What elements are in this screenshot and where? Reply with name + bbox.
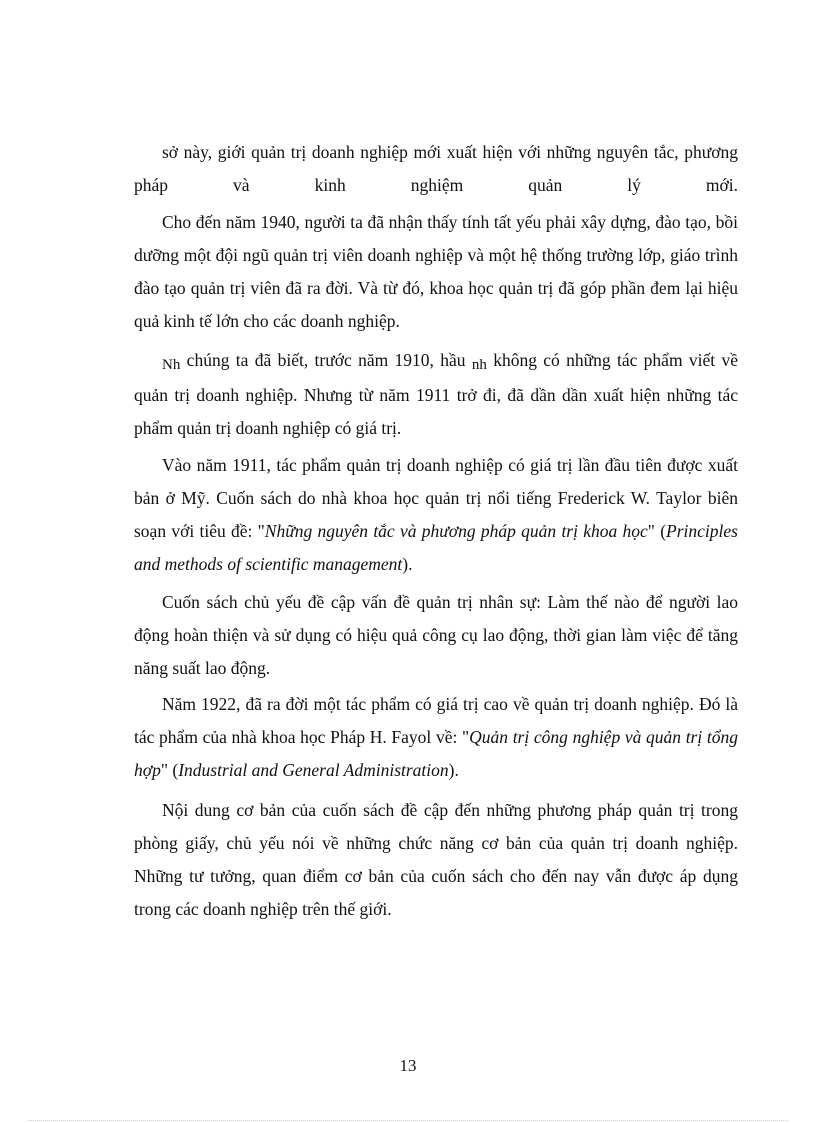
paragraph-6-text-post: ). [448, 760, 459, 780]
paragraph-2: Cho đến năm 1940, người ta đã nhận thấy tính tất yếu phải xây dựng, đào tạo, bồi dưỡng một đội ngũ quản trị viên doanh nghiệp và một hệ thống trường lớp, giáo trình đào tạo quản trị viên đã ra đời. Và từ đó, khoa học quản trị đã góp phần đem lại hiệu quả kinh tế lớn cho các doanh nghiệp. [134, 212, 738, 331]
paragraph-3 [134, 344, 738, 445]
paragraph-4-text-mid: " ( [647, 521, 667, 541]
book-title-en: Industrial and General Administration [178, 760, 449, 780]
book-title-vi: Những nguyên tắc và phương pháp quản trị khoa học [264, 521, 648, 541]
paragraph-4 [134, 449, 738, 581]
glitch-fragment-2: nh [471, 357, 487, 373]
page-bottom-divider [28, 1120, 788, 1121]
paragraph-1: sở này, giới quản trị doanh nghiệp mới xuất hiện với những nguyên tắc, phương pháp và kinh nghiệm quản lý mới. [134, 142, 738, 195]
paragraph-3-text-a: chúng ta đã biết, trước năm 1910, hầu [180, 350, 472, 370]
paragraph-3-text-b: không có những tác phẩm viết về quản trị doanh nghiệp. Nhưng từ năm 1911 trở đi, đã dần dần xuất hiện những tác phẩm quản trị doanh nghiệp có giá trị. [134, 350, 738, 438]
paragraph-6-text-mid: " ( [160, 760, 179, 780]
paragraph-6 [134, 688, 738, 787]
paragraph-4-text-pre: Vào năm 1911, tác phẩm quản trị doanh nghiệp có giá trị lần đầu tiên được xuất bản ở Mỹ. Cuốn sách do nhà khoa học quản trị nổi tiếng Frederick W. Taylor biên soạn với tiêu đề: " [134, 455, 738, 541]
paragraph-4-text-post: ). [402, 554, 413, 574]
page-number: 13 [399, 1056, 417, 1075]
paragraph-7: Nội dung cơ bản của cuốn sách đề cập đến những phương pháp quản trị trong phòng giấy, chủ yếu nói về những chức năng cơ bản của quản trị doanh nghiệp. Những tư tưởng, quan điểm cơ bản của cuốn sách cho đến nay vẫn được áp dụng trong các doanh nghiệp trên thế giới. [134, 800, 738, 919]
book-title-vi: Quản trị công nghiệp và quản trị tổng hợp [134, 727, 739, 780]
paragraph-5: Cuốn sách chủ yếu đề cập vấn đề quản trị nhân sự: Làm thế nào để người lao động hoàn thiện và sử dụng có hiệu quả công cụ lao động, thời gian làm việc để tăng năng suất lao động. [134, 592, 738, 678]
glitch-fragment-1: Nh [162, 357, 181, 373]
book-title-en: Principles and methods of scientific management [134, 521, 738, 574]
paragraph-6-text-pre: Năm 1922, đã ra đời một tác phẩm có giá trị cao về quản trị doanh nghiệp. Đó là tác phẩm của nhà khoa học Pháp H. Fayol về: " [134, 694, 738, 747]
